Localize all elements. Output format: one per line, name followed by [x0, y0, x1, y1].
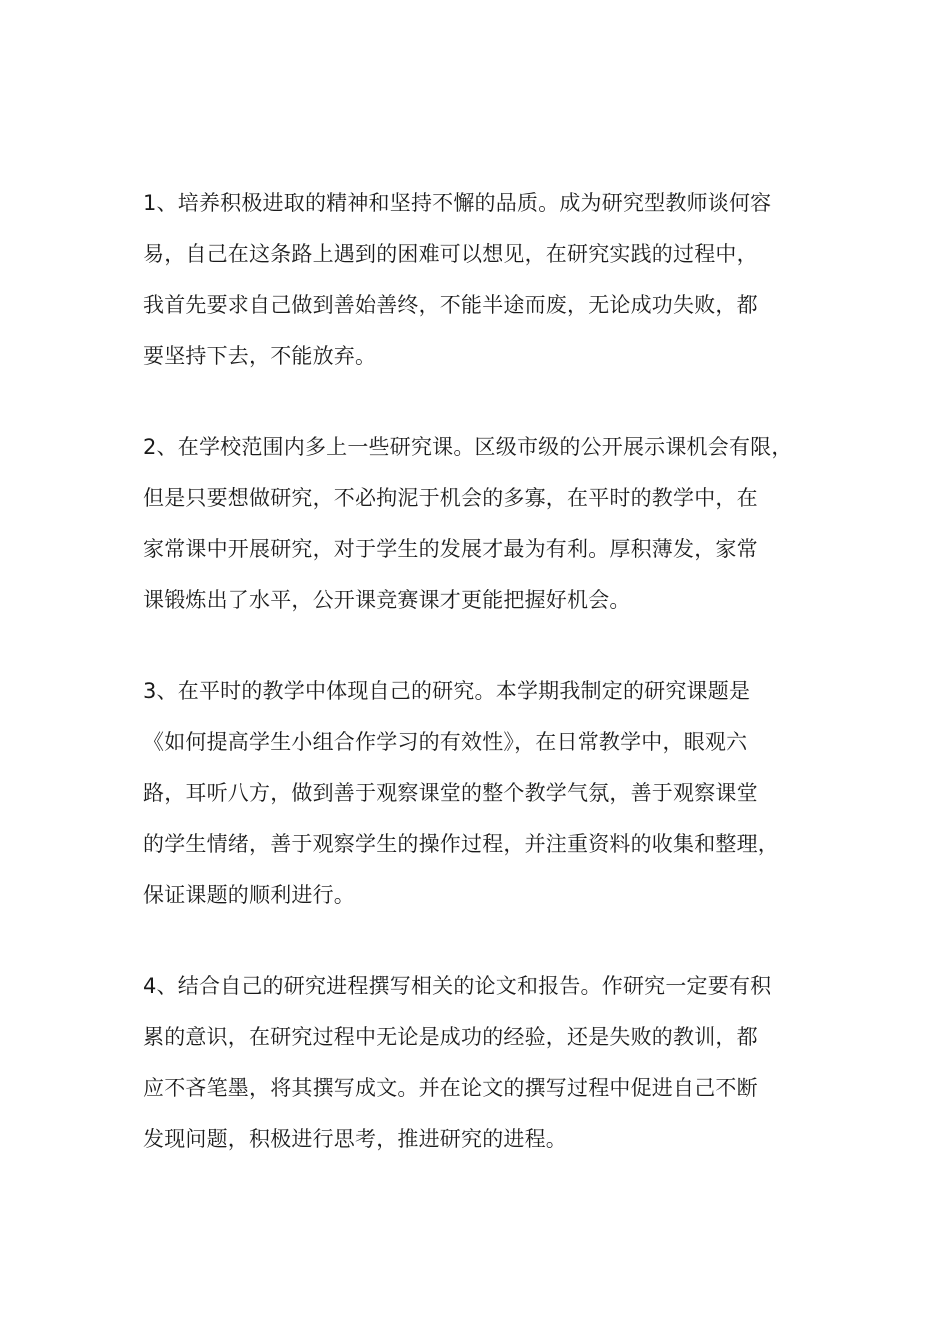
paragraph-line: 我首先要求自己做到善始善终，不能半途而废，无论成功失败，都: [143, 293, 758, 317]
paragraph-line: 4、结合自己的研究进程撰写相关的论文和报告。作研究一定要有积: [143, 974, 772, 998]
paragraph-line: 路，耳听八方，做到善于观察课堂的整个教学气氛，善于观察课堂: [143, 781, 758, 805]
paragraph-line: 要坚持下去，不能放弃。: [143, 344, 377, 368]
paragraph-line: 累的意识，在研究过程中无论是成功的经验，还是失败的教训，都: [143, 1025, 758, 1049]
paragraph-line: 保证课题的顺利进行。: [143, 883, 355, 907]
paragraph-line: 易，自己在这条路上遇到的困难可以想见，在研究实践的过程中，: [143, 242, 758, 266]
paragraph-4: [143, 961, 833, 1165]
paragraph-line: 应不吝笔墨，将其撰写成文。并在论文的撰写过程中促进自己不断: [143, 1076, 758, 1100]
paragraph-3: [143, 666, 833, 921]
paragraph-line: 2、在学校范围内多上一些研究课。区级市级的公开展示课机会有限，: [143, 435, 793, 459]
paragraph-2: [143, 422, 833, 626]
paragraph-1: [143, 178, 833, 382]
paragraph-line: 1、培养积极进取的精神和坚持不懈的品质。成为研究型教师谈何容: [143, 191, 772, 215]
paragraph-line: 发现问题，积极进行思考，推进研究的进程。: [143, 1127, 567, 1151]
paragraph-line: 3、在平时的教学中体现自己的研究。本学期我制定的研究课题是: [143, 679, 751, 703]
paragraph-line: 《如何提高学生小组合作学习的有效性》，在日常教学中，眼观六: [143, 730, 748, 754]
paragraph-line: 课锻炼出了水平，公开课竞赛课才更能把握好机会。: [143, 588, 631, 612]
paragraph-line: 但是只要想做研究，不必拘泥于机会的多寡，在平时的教学中，在: [143, 486, 758, 510]
paragraph-line: 家常课中开展研究，对于学生的发展才最为有利。厚积薄发，家常: [143, 537, 758, 561]
paragraph-line: 的学生情绪，善于观察学生的操作过程，并注重资料的收集和整理，: [143, 832, 779, 856]
document-body: [143, 178, 833, 1205]
